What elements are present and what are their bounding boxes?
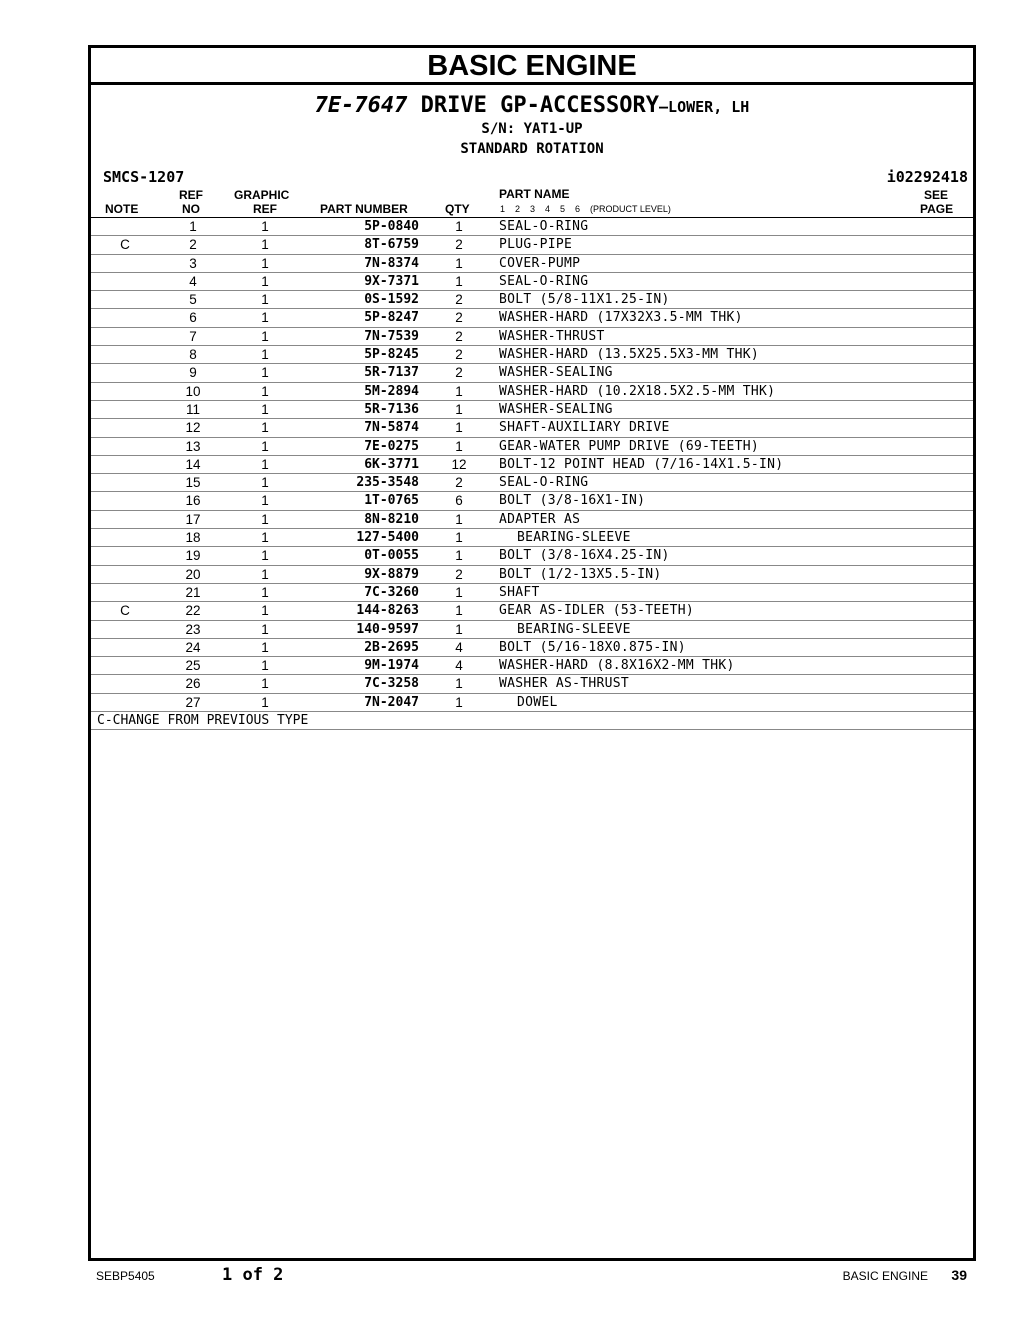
ref-number-cell: 7 bbox=[189, 328, 197, 344]
graphic-ref-cell: 1 bbox=[261, 347, 269, 363]
graphic-ref-cell: 1 bbox=[261, 456, 269, 472]
part-name-cell: BOLT-12 POINT HEAD (7/16-14X1.5-IN) bbox=[499, 456, 784, 472]
part-name-cell: BOLT (5/16-18X0.875-IN) bbox=[499, 639, 686, 655]
graphic-ref-cell: 1 bbox=[261, 219, 269, 234]
quantity-cell: 1 bbox=[455, 219, 463, 234]
col-ref-bottom: NO bbox=[182, 202, 200, 216]
part-number-cell: 9M-1974 bbox=[364, 658, 419, 674]
part-number-cell: 127-5400 bbox=[356, 530, 419, 546]
ref-number-cell: 3 bbox=[189, 255, 197, 271]
group-name-suffix: —LOWER, LH bbox=[659, 98, 750, 116]
graphic-ref-cell: 1 bbox=[261, 273, 269, 289]
serial-number: S/N: YAT1-UP bbox=[481, 121, 583, 137]
ref-number-cell: 27 bbox=[185, 694, 201, 710]
part-number-cell: 5M-2894 bbox=[364, 383, 419, 399]
part-name-cell: SHAFT bbox=[499, 584, 540, 600]
graphic-ref-cell: 1 bbox=[261, 639, 269, 655]
col-part-name: PART NAME bbox=[499, 187, 570, 201]
part-name-cell: WASHER-SEALING bbox=[499, 365, 613, 381]
ref-number-cell: 11 bbox=[185, 401, 200, 417]
ref-number-cell: 13 bbox=[185, 438, 201, 454]
table-row bbox=[91, 309, 973, 327]
part-name-cell: SEAL-O-RING bbox=[499, 475, 589, 491]
col-part-number: PART NUMBER bbox=[320, 202, 408, 216]
graphic-ref-cell: 1 bbox=[261, 584, 269, 600]
ref-number-cell: 20 bbox=[185, 566, 201, 582]
ref-number-cell: 10 bbox=[185, 383, 201, 399]
part-number-cell: 7N-2047 bbox=[364, 694, 419, 710]
col-see-bottom: PAGE bbox=[920, 202, 954, 216]
graphic-ref-cell: 1 bbox=[261, 694, 269, 710]
quantity-cell: 1 bbox=[455, 530, 463, 546]
ref-number-cell: 14 bbox=[185, 456, 201, 472]
quantity-cell: 2 bbox=[455, 310, 463, 326]
quantity-cell: 1 bbox=[455, 420, 463, 436]
quantity-cell: 2 bbox=[455, 237, 463, 253]
table-row bbox=[91, 346, 973, 364]
table-row bbox=[91, 639, 973, 657]
graphic-ref-cell: 1 bbox=[261, 493, 269, 509]
graphic-ref-cell: 1 bbox=[261, 676, 269, 692]
table-row bbox=[91, 694, 973, 712]
table-header bbox=[91, 187, 973, 218]
part-number-cell: 9X-8879 bbox=[364, 566, 419, 582]
part-name-cell: BOLT (5/8-11X1.25-IN) bbox=[499, 292, 670, 308]
part-name-cell: WASHER AS-THRUST bbox=[499, 676, 630, 692]
part-name-cell: PLUG-PIPE bbox=[499, 237, 573, 253]
ref-number-cell: 1 bbox=[189, 219, 197, 234]
col-graphic-top: GRAPHIC bbox=[234, 188, 290, 202]
col-ref-top: REF bbox=[179, 188, 203, 202]
footer-section: BASIC ENGINE bbox=[842, 1269, 928, 1283]
table-row bbox=[91, 273, 973, 291]
page-footer bbox=[0, 1263, 1020, 1287]
parts-list-frame bbox=[88, 45, 976, 1261]
col-graphic-bottom: REF bbox=[253, 202, 277, 216]
quantity-cell: 1 bbox=[455, 511, 463, 527]
part-number-cell: 0T-0055 bbox=[364, 548, 419, 564]
ref-number-cell: 6 bbox=[189, 310, 197, 326]
ref-number-cell: 9 bbox=[189, 365, 197, 381]
graphic-ref-cell: 1 bbox=[261, 401, 269, 417]
quantity-cell: 6 bbox=[455, 493, 463, 509]
graphic-ref-cell: 1 bbox=[261, 292, 269, 308]
section-banner: BASIC ENGINE bbox=[91, 48, 973, 85]
part-name-cell: WASHER-THRUST bbox=[499, 328, 605, 344]
part-number-cell: 7C-3258 bbox=[364, 676, 419, 692]
table-row bbox=[91, 364, 973, 382]
ref-number-cell: 5 bbox=[189, 292, 197, 308]
part-name-cell: SEAL-O-RING bbox=[499, 273, 589, 289]
ref-number-cell: 23 bbox=[185, 621, 201, 637]
table-row bbox=[91, 328, 973, 346]
part-name-cell: WASHER-HARD (17X32X3.5-MM THK) bbox=[499, 310, 743, 326]
part-name-cell: BEARING-SLEEVE bbox=[517, 530, 631, 546]
table-row bbox=[91, 401, 973, 419]
quantity-cell: 2 bbox=[455, 328, 463, 344]
part-number-cell: 5R-7136 bbox=[364, 401, 419, 417]
part-name-cell: WASHER-HARD (13.5X25.5X3-MM THK) bbox=[499, 347, 760, 363]
graphic-ref-cell: 1 bbox=[261, 658, 269, 674]
group-name: DRIVE GP-ACCESSORY bbox=[420, 93, 660, 118]
part-number-cell: 7N-8374 bbox=[364, 255, 419, 271]
quantity-cell: 1 bbox=[455, 603, 463, 619]
graphic-ref-cell: 1 bbox=[261, 255, 269, 271]
part-number-cell: 7E-0275 bbox=[364, 438, 419, 454]
graphic-ref-cell: 1 bbox=[261, 530, 269, 546]
quantity-cell: 1 bbox=[455, 273, 463, 289]
part-number-cell: 2B-2695 bbox=[364, 639, 419, 655]
rotation-label: STANDARD ROTATION bbox=[460, 141, 604, 157]
note-cell: C bbox=[120, 603, 130, 619]
ref-number-cell: 12 bbox=[185, 420, 201, 436]
illustration-id: i02292418 bbox=[886, 168, 968, 186]
part-name-cell: GEAR-WATER PUMP DRIVE (69-TEETH) bbox=[499, 438, 760, 454]
col-qty: QTY bbox=[445, 202, 470, 216]
table-row bbox=[91, 492, 973, 510]
table-row bbox=[91, 547, 973, 565]
part-name-cell: COVER-PUMP bbox=[499, 255, 581, 271]
part-number-cell: 8N-8210 bbox=[364, 511, 419, 527]
graphic-ref-cell: 1 bbox=[261, 420, 269, 436]
graphic-ref-cell: 1 bbox=[261, 383, 269, 399]
graphic-ref-cell: 1 bbox=[261, 566, 269, 582]
part-number-cell: 140-9597 bbox=[356, 621, 419, 637]
part-name-cell: SEAL-O-RING bbox=[499, 219, 589, 234]
table-row bbox=[91, 383, 973, 401]
ref-number-cell: 21 bbox=[185, 584, 201, 600]
ref-number-cell: 24 bbox=[185, 639, 201, 655]
table-row bbox=[91, 511, 973, 529]
graphic-ref-cell: 1 bbox=[261, 603, 269, 619]
part-number-cell: 8T-6759 bbox=[364, 237, 419, 253]
table-row bbox=[91, 675, 973, 693]
ref-number-cell: 22 bbox=[185, 603, 201, 619]
table-row bbox=[91, 474, 973, 492]
quantity-cell: 1 bbox=[455, 255, 463, 271]
page-count: 1 of 2 bbox=[222, 1265, 284, 1285]
part-name-cell: GEAR AS-IDLER (53-TEETH) bbox=[499, 603, 695, 619]
part-name-cell: BOLT (3/8-16X1-IN) bbox=[499, 493, 646, 509]
part-number-cell: 5P-8245 bbox=[364, 347, 419, 363]
footnote: C-CHANGE FROM PREVIOUS TYPE bbox=[91, 712, 973, 730]
part-number-cell: 5P-8247 bbox=[364, 310, 419, 326]
graphic-ref-cell: 1 bbox=[261, 310, 269, 326]
part-number-cell: 144-8263 bbox=[356, 603, 419, 619]
quantity-cell: 1 bbox=[455, 401, 463, 417]
group-title bbox=[91, 93, 973, 119]
ref-number-cell: 8 bbox=[189, 347, 197, 363]
quantity-cell: 1 bbox=[455, 621, 463, 637]
graphic-ref-cell: 1 bbox=[261, 511, 269, 527]
ref-number-cell: 4 bbox=[189, 273, 197, 289]
col-note: NOTE bbox=[105, 202, 139, 216]
quantity-cell: 2 bbox=[455, 292, 463, 308]
table-row bbox=[91, 438, 973, 456]
col-product-level: 1 2 3 4 5 6 (PRODUCT LEVEL) bbox=[500, 204, 671, 214]
part-number-cell: 7N-7539 bbox=[364, 328, 419, 344]
part-number-cell: 235-3548 bbox=[356, 475, 419, 491]
col-see-top: SEE bbox=[924, 188, 949, 202]
table-row bbox=[91, 657, 973, 675]
graphic-ref-cell: 1 bbox=[261, 365, 269, 381]
quantity-cell: 1 bbox=[455, 438, 463, 454]
table-row bbox=[91, 291, 973, 309]
quantity-cell: 1 bbox=[455, 676, 463, 692]
document-id: SEBP5405 bbox=[96, 1269, 155, 1283]
graphic-ref-cell: 1 bbox=[261, 438, 269, 454]
part-name-cell: BOLT (1/2-13X5.5-IN) bbox=[499, 566, 662, 582]
ref-number-cell: 26 bbox=[185, 676, 201, 692]
quantity-cell: 1 bbox=[455, 694, 463, 710]
part-name-cell: WASHER-SEALING bbox=[499, 401, 613, 417]
id-row bbox=[91, 165, 973, 187]
parts-table-body bbox=[91, 218, 973, 712]
quantity-cell: 1 bbox=[455, 548, 463, 564]
ref-number-cell: 25 bbox=[185, 658, 201, 674]
table-row bbox=[91, 456, 973, 474]
ref-number-cell: 16 bbox=[185, 493, 201, 509]
graphic-ref-cell: 1 bbox=[261, 621, 269, 637]
table-row bbox=[91, 529, 973, 547]
part-number-cell: 9X-7371 bbox=[364, 273, 419, 289]
part-number-cell: 0S-1592 bbox=[364, 292, 419, 308]
part-name-cell: SHAFT-AUXILIARY DRIVE bbox=[499, 420, 670, 436]
table-row bbox=[91, 419, 973, 437]
note-cell: C bbox=[120, 237, 130, 253]
part-name-cell: BEARING-SLEEVE bbox=[517, 621, 631, 637]
page-number: 39 bbox=[951, 1267, 967, 1283]
part-number-cell: 1T-0765 bbox=[364, 493, 419, 509]
quantity-cell: 2 bbox=[455, 347, 463, 363]
table-row bbox=[91, 621, 973, 639]
quantity-cell: 1 bbox=[455, 383, 463, 399]
quantity-cell: 4 bbox=[455, 658, 463, 674]
part-number-cell: 7N-5874 bbox=[364, 420, 419, 436]
table-row bbox=[91, 602, 973, 620]
quantity-cell: 4 bbox=[455, 639, 463, 655]
part-number-cell: 6K-3771 bbox=[364, 456, 419, 472]
part-name-cell: WASHER-HARD (8.8X16X2-MM THK) bbox=[499, 658, 735, 674]
ref-number-cell: 19 bbox=[185, 548, 201, 564]
part-name-cell: ADAPTER AS bbox=[499, 511, 581, 527]
part-number-cell: 7C-3260 bbox=[364, 584, 419, 600]
quantity-cell: 12 bbox=[451, 456, 467, 472]
table-row bbox=[91, 236, 973, 254]
graphic-ref-cell: 1 bbox=[261, 328, 269, 344]
quantity-cell: 2 bbox=[455, 365, 463, 381]
part-name-cell: BOLT (3/8-16X4.25-IN) bbox=[499, 548, 670, 564]
quantity-cell: 2 bbox=[455, 475, 463, 491]
graphic-ref-cell: 1 bbox=[261, 237, 269, 253]
quantity-cell: 2 bbox=[455, 566, 463, 582]
part-number-cell: 5P-0840 bbox=[364, 219, 419, 234]
ref-number-cell: 15 bbox=[185, 475, 201, 491]
part-number-cell: 5R-7137 bbox=[364, 365, 419, 381]
ref-number-cell: 18 bbox=[185, 530, 201, 546]
table-row bbox=[91, 566, 973, 584]
smcs-code: SMCS-1207 bbox=[103, 168, 185, 186]
ref-number-cell: 2 bbox=[189, 237, 197, 253]
part-name-cell: WASHER-HARD (10.2X18.5X2.5-MM THK) bbox=[499, 383, 776, 399]
group-part-number: 7E-7647 bbox=[314, 93, 408, 118]
table-row bbox=[91, 218, 973, 236]
part-name-cell: DOWEL bbox=[517, 694, 558, 710]
graphic-ref-cell: 1 bbox=[261, 475, 269, 491]
ref-number-cell: 17 bbox=[185, 511, 201, 527]
quantity-cell: 1 bbox=[455, 584, 463, 600]
table-row bbox=[91, 584, 973, 602]
graphic-ref-cell: 1 bbox=[261, 548, 269, 564]
table-row bbox=[91, 255, 973, 273]
